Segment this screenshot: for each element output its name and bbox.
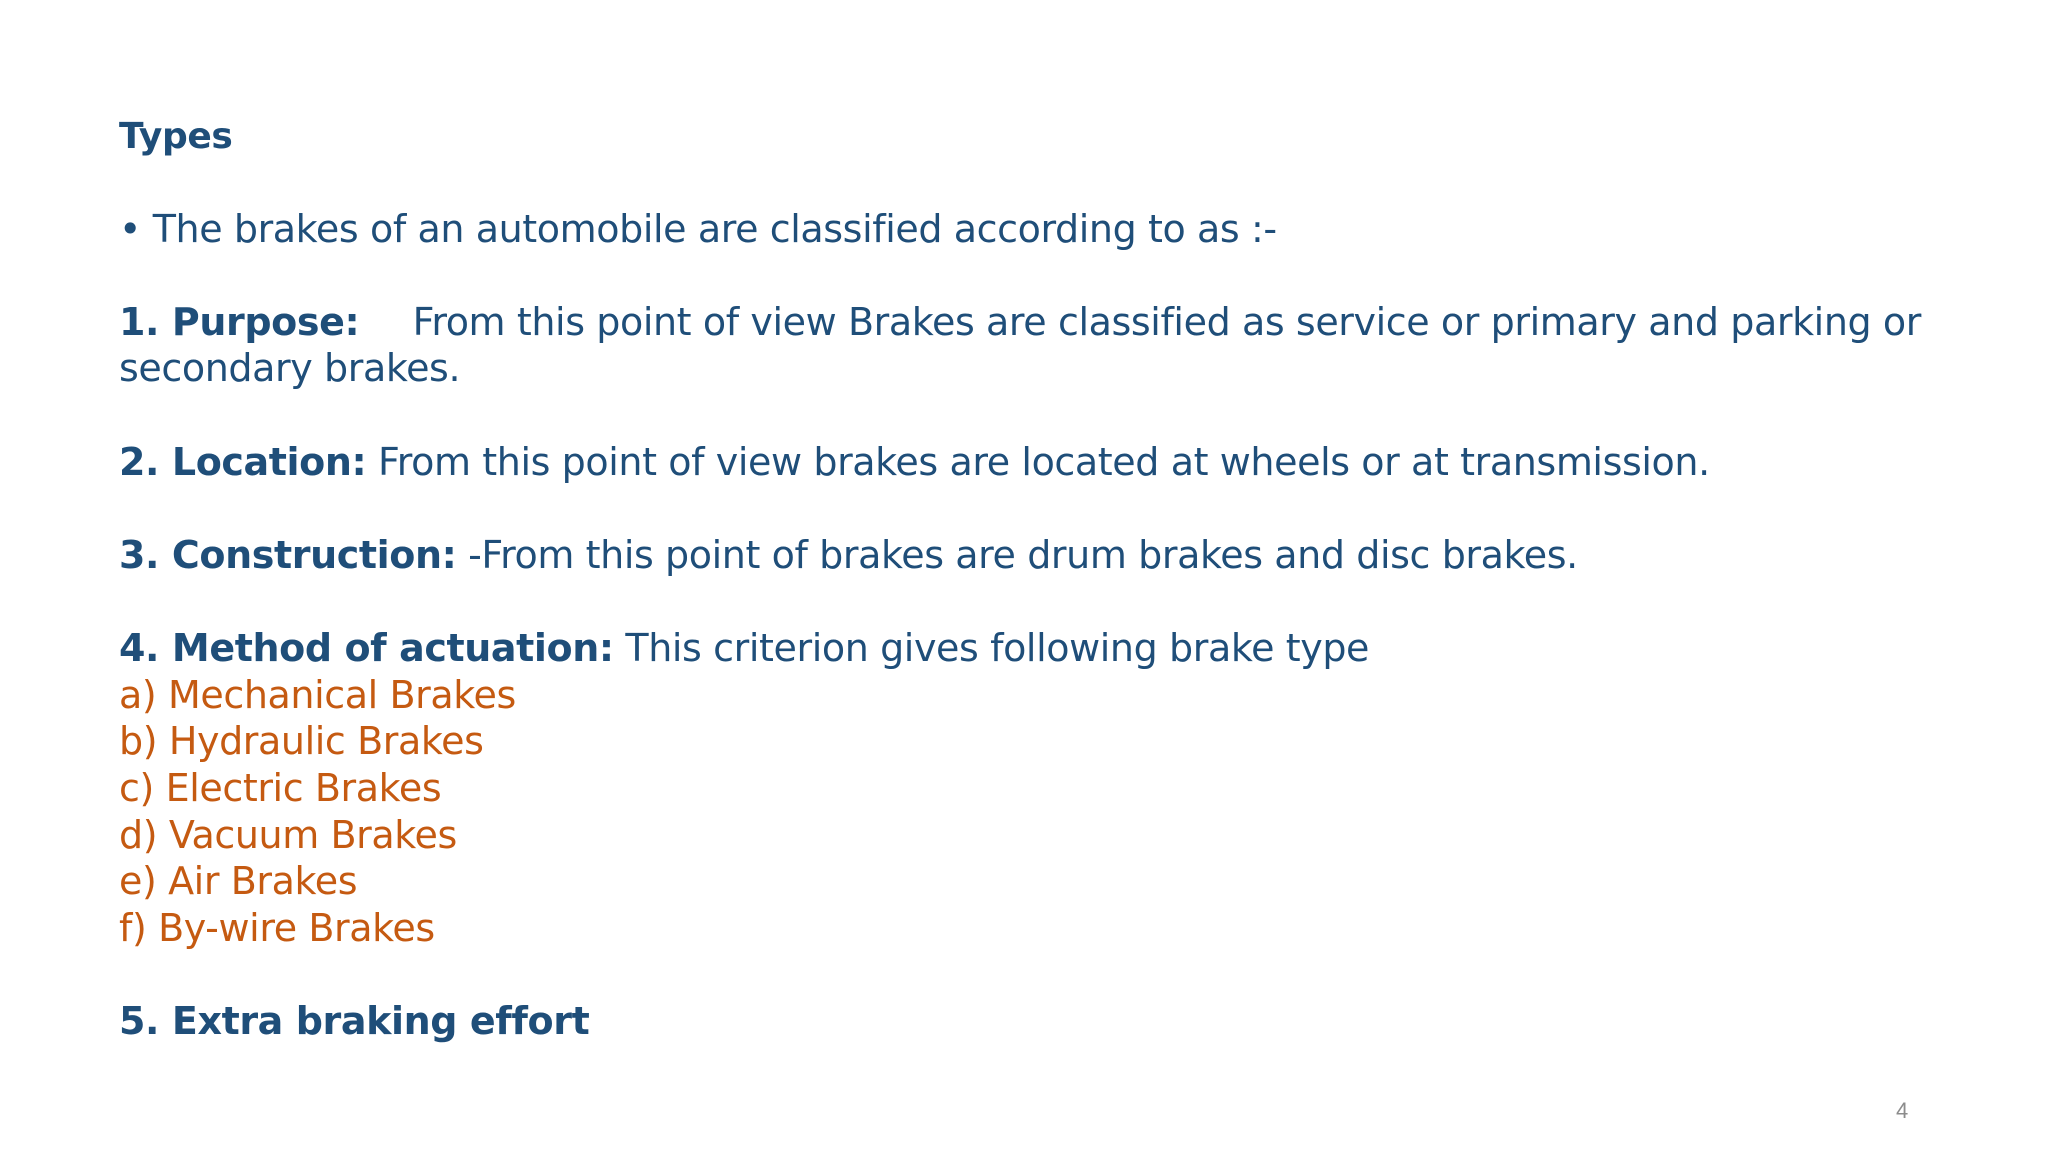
subitem-air: e) Air Brakes <box>119 859 358 903</box>
item-purpose-continuation: secondary brakes. <box>119 346 461 390</box>
item-location-label: 2. Location: <box>119 440 367 484</box>
subitem-by-wire: f) By-wire Brakes <box>119 906 435 950</box>
item-construction <box>119 532 1578 578</box>
subitem-vacuum: d) Vacuum Brakes <box>119 813 457 857</box>
item-actuation-label: 4. Method of actuation: <box>119 626 614 670</box>
item-extra-braking-effort: 5. Extra braking effort <box>119 999 590 1043</box>
page-number: 4 <box>1896 1098 1909 1123</box>
intro-bullet: • The brakes of an automobile are classified according to as :- <box>119 207 1277 251</box>
item-purpose <box>119 299 1921 345</box>
subitem-mechanical: a) Mechanical Brakes <box>119 673 516 717</box>
item-actuation <box>119 625 1369 671</box>
item-actuation-text: This criterion gives following brake type <box>625 626 1370 670</box>
subitem-hydraulic: b) Hydraulic Brakes <box>119 719 484 763</box>
item-construction-text: -From this point of brakes are drum brakes and disc brakes. <box>468 533 1578 577</box>
slide-title: Types <box>119 116 233 157</box>
item-construction-label: 3. Construction: <box>119 533 457 577</box>
item-location-text: From this point of view brakes are located at wheels or at transmission. <box>378 440 1710 484</box>
item-purpose-label: 1. Purpose: <box>119 300 360 344</box>
item-purpose-text: From this point of view Brakes are classified as service or primary and parking or <box>412 300 1921 344</box>
subitem-electric: c) Electric Brakes <box>119 766 442 810</box>
item-location <box>119 439 1710 485</box>
